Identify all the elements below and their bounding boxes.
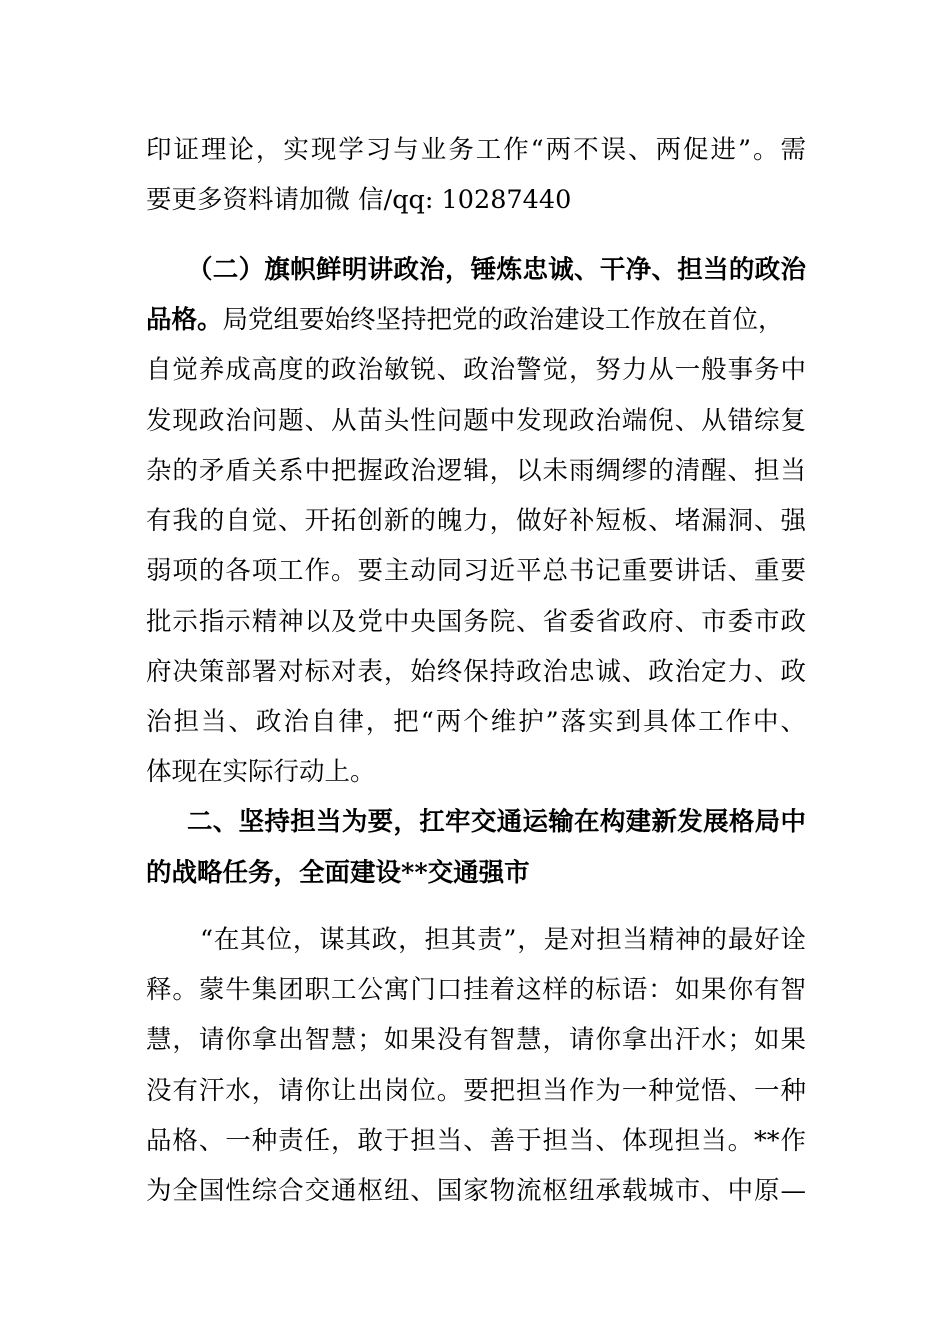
paragraph-line: 弱项的各项工作。要主动同习近平总书记重要讲话、重要 [146, 556, 806, 586]
paragraph-line: 府决策部署对标对表，始终保持政治忠诚、政治定力、政 [146, 657, 806, 687]
paragraph-line: 慧，请你拿出智慧；如果没有智慧，请你拿出汗水；如果 [146, 1025, 806, 1055]
section-heading-tail: 品格。 [146, 305, 223, 335]
paragraph-line: 发现政治问题、从苗头性问题中发现政治端倪、从错综复 [146, 406, 806, 436]
chapter-heading-line: 的战略任务，全面建设**交通强市 [146, 858, 530, 888]
section-heading-line: （二）旗帜鲜明讲政治，锤炼忠诚、干净、担当的政治 [187, 255, 806, 285]
paragraph-line: 要更多资料请加微 信/qq: 10287440 [146, 185, 572, 215]
paragraph-line: 印证理论，实现学习与业务工作“两不误、两促进”。需 [146, 135, 806, 165]
paragraph-line: “在其位，谋其政，担其责”，是对担当精神的最好诠 [200, 925, 806, 955]
paragraph-line: 自觉养成高度的政治敏锐、政治警觉，努力从一般事务中 [146, 355, 806, 385]
paragraph-text: 局党组要始终坚持把党的政治建设工作放在首位， [222, 305, 784, 335]
paragraph-line: 体现在实际行动上。 [146, 757, 376, 787]
paragraph-line: 治担当、政治自律，把“两个维护”落实到具体工作中、 [146, 707, 806, 737]
chapter-heading-line: 二、坚持担当为要，扛牢交通运输在构建新发展格局中 [187, 807, 806, 837]
paragraph-line: 杂的矛盾关系中把握政治逻辑，以未雨绸缪的清醒、担当 [146, 456, 806, 486]
paragraph-line-mixed [146, 302, 806, 338]
paragraph-line: 批示指示精神以及党中央国务院、省委省政府、市委市政 [146, 607, 806, 637]
paragraph-line: 释。蒙牛集团职工公寓门口挂着这样的标语：如果你有智 [146, 975, 806, 1005]
paragraph-line: 为全国性综合交通枢纽、国家物流枢纽承载城市、中原— [146, 1176, 806, 1206]
paragraph-line: 品格、一种责任，敢于担当、善于担当、体现担当。**作 [146, 1126, 806, 1156]
paragraph-line: 有我的自觉、开拓创新的魄力，做好补短板、堵漏洞、强 [146, 506, 806, 536]
paragraph-line: 没有汗水，请你让出岗位。要把担当作为一种觉悟、一种 [146, 1076, 806, 1106]
